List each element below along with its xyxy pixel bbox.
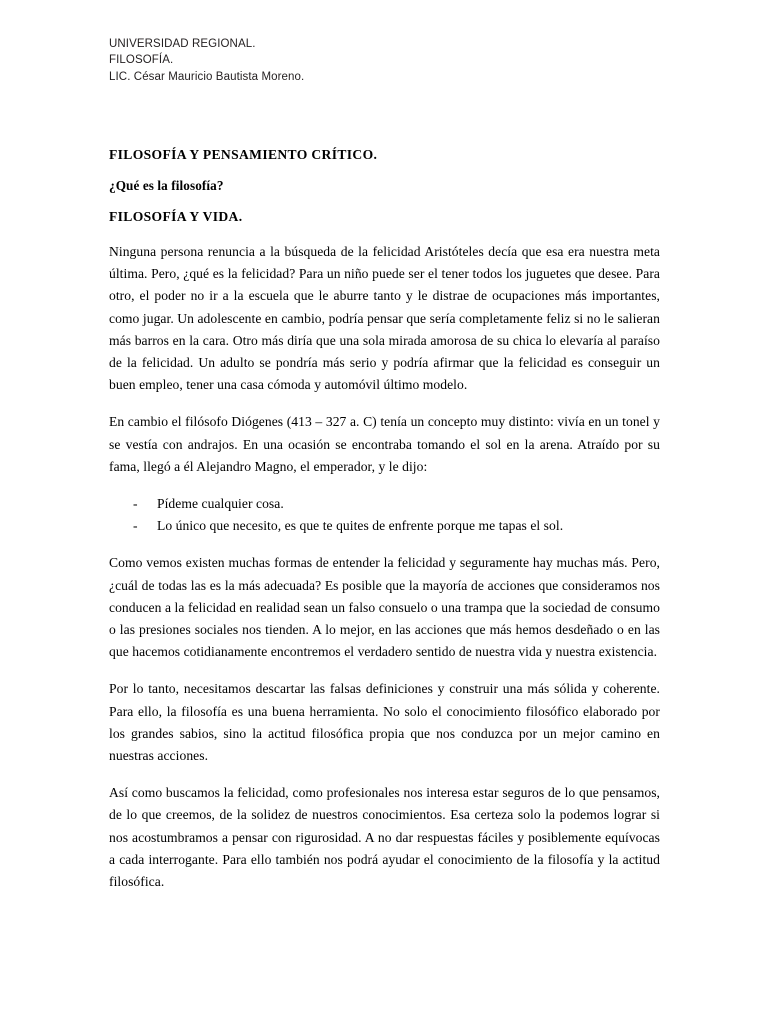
list-item <box>109 515 660 537</box>
letterhead-institution: UNIVERSIDAD REGIONAL. <box>109 38 256 50</box>
paragraph-formas-de-entender: Como vemos existen muchas formas de entender la felicidad y seguramente hay muchas más. Pero, ¿cuál de todas las es la más adecuada? Es posible que la mayoría de acciones que consideramos nos conducen a la felicidad en realidad sean un falso consuelo o una trampa que la sociedad de consumo o las presiones sociales nos tienden. A lo mejor, en las acciones que más hemos desdeñado o en las que hacemos cotidianamente encontremos el verdadero sentido de nuestra vida y nuestra existencia. <box>109 555 660 660</box>
dash-marker: - <box>133 518 138 534</box>
list-item <box>109 493 660 515</box>
page-title: FILOSOFÍA Y PENSAMIENTO CRÍTICO. <box>109 147 378 162</box>
list-item-label: Pídeme cualquier cosa. <box>157 496 284 512</box>
dash-marker: - <box>133 496 138 512</box>
letterhead-instructor: LIC. César Mauricio Bautista Moreno. <box>109 70 305 83</box>
paragraph-diogenes: En cambio el filósofo Diógenes (413 – 327 a. C) tenía un concepto muy distinto: vivía en un tonel y se vestía con andrajos. En una ocasión se encontraba tomando el sol en la arena. Atraído por su fama, llegó a él Alejandro Magno, el emperador, y le dijo: <box>109 414 660 474</box>
list-item-label: Lo único que necesito, es que te quites de enfrente porque me tapas el sol. <box>157 518 564 534</box>
letterhead <box>109 36 669 85</box>
paragraph-rigurosidad: Así como buscamos la felicidad, como profesionales nos interesa estar seguros de lo que pensamos, de lo que creemos, de la solidez de nuestros conocimientos. Esa certeza solo la podemos lograr si nos acostumbramos a pensar con rigurosidad. A no dar respuestas fáciles y posiblemente equívocas a cada interrogante. Para ello también nos podrá ayudar el conocimiento de la filosofía y la actitud filosófica. <box>109 785 660 890</box>
paragraph-descartar-falsas-definiciones: Por lo tanto, necesitamos descartar las falsas definiciones y construir una más sólida y coherente. Para ello, la filosofía es una buena herramienta. No solo el conocimiento filosófico elaborado por los grandes sabios, sino la actitud filosófica propia que nos conduzca por un mejor camino en nuestras acciones. <box>109 681 660 764</box>
dialogue-list <box>109 493 660 537</box>
section-heading-filosofia-y-vida: FILOSOFÍA Y VIDA. <box>109 209 243 224</box>
document-subtitle: ¿Qué es la filosofía? <box>109 178 224 193</box>
letterhead-department: FILOSOFÍA. <box>109 54 174 67</box>
paragraph-felicidad-definiciones: Ninguna persona renuncia a la búsqueda de la felicidad Aristóteles decía que esa era nuestra meta última. Pero, ¿qué es la felicidad? Para un niño puede ser el tener todos los juguetes que desee. Para otro, el poder no ir a la escuela que le aburre tanto y le distrae de ocupaciones más importantes, como jugar. Un adolescente en cambio, podría pensar que sería completamente feliz si no le salieran más barros en la cara. Otro más diría que una sola mirada amorosa de su chica lo elevaría al paraíso de la felicidad. Un adulto se pondría más serio y podría afirmar que la felicidad es conseguir un buen empleo, tener una casa cómoda y automóvil último modelo. <box>109 244 660 393</box>
document-body <box>109 146 660 893</box>
